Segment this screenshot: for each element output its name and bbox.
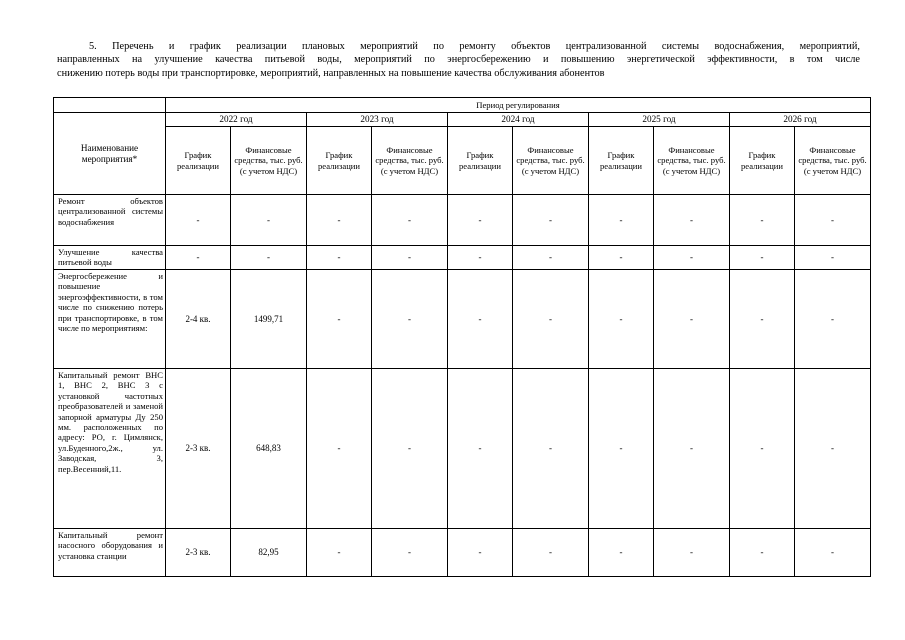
year-header: 2023 год (307, 113, 448, 127)
table-cell: - (654, 369, 730, 529)
table-cell: - (307, 369, 372, 529)
finance-column-header: Финансовые средства, тыс. руб. (с учетом НДС) (372, 127, 448, 195)
table-cell: - (448, 369, 513, 529)
table-cell: - (795, 529, 871, 577)
header-row-years (54, 113, 871, 127)
table-cell: - (730, 195, 795, 246)
table-cell: - (166, 246, 231, 270)
table-cell: - (231, 246, 307, 270)
header-row-period (54, 98, 871, 113)
table-cell: - (589, 369, 654, 529)
measure-name: Улучшение качества питьевой воды (54, 246, 166, 270)
table-cell: - (730, 270, 795, 369)
finance-column-header: Финансовые средства, тыс. руб. (с учетом НДС) (654, 127, 730, 195)
table-cell: - (307, 246, 372, 270)
table-cell: - (513, 270, 589, 369)
schedule-column-header: График реализации (166, 127, 231, 195)
measure-name: Ремонт объектов централизованной системы водоснабжения (54, 195, 166, 246)
section-heading (57, 40, 860, 80)
table-cell: - (231, 195, 307, 246)
table-row (54, 369, 871, 529)
measure-name: Энергосбережение и повышение энергоэффективности, в том числе по снижению потерь при транспортировке, в том числе по мероприятиям: (54, 270, 166, 369)
finance-column-header: Финансовые средства, тыс. руб. (с учетом НДС) (795, 127, 871, 195)
table-row (54, 270, 871, 369)
finance-cell: 1499,71 (231, 270, 307, 369)
table-row (54, 529, 871, 577)
heading-line: снижению потерь воды при транспортировке, мероприятий, направленных на повышение качества обслуживания абонентов (57, 67, 605, 79)
table-cell: - (795, 246, 871, 270)
table-cell: - (448, 529, 513, 577)
schedule-column-header: График реализации (589, 127, 654, 195)
table-cell: - (307, 529, 372, 577)
year-header: 2024 год (448, 113, 589, 127)
measure-name: Капитальный ремонт ВНС 1, ВНС 2, ВНС 3 с установкой частотных преобразователей и заменой запорной арматуры Ду 250 мм. расположенных по адресу: РО, г. Цимлянск, ул.Буденного,2ж., ул. Заводская, 3, пер.Весенний,11. (54, 369, 166, 529)
table-cell: - (513, 529, 589, 577)
table-cell: - (372, 270, 448, 369)
year-header: 2026 год (730, 113, 871, 127)
table-cell: - (513, 369, 589, 529)
name-column-header: Наименование мероприятия* (54, 113, 166, 195)
table-cell: - (307, 195, 372, 246)
heading-line: направленных на улучшение качества питьевой воды, мероприятий по энергосбережению и повышению энергетической эффективности, в том числе (57, 54, 860, 66)
finance-cell: 82,95 (231, 529, 307, 577)
table-cell: - (795, 195, 871, 246)
table-cell: - (730, 369, 795, 529)
table-row (54, 195, 871, 246)
schedule-cell: 2-3 кв. (166, 529, 231, 577)
table-cell: - (372, 195, 448, 246)
table-cell: - (654, 195, 730, 246)
finance-column-header: Финансовые средства, тыс. руб. (с учетом НДС) (513, 127, 589, 195)
table-cell: - (589, 529, 654, 577)
table-cell: - (589, 195, 654, 246)
table-cell: - (795, 369, 871, 529)
heading-line: 5. Перечень и график реализации плановых мероприятий по ремонту объектов централизованной системы водоснабжения, мероприятий, (89, 41, 860, 52)
table-cell: - (589, 270, 654, 369)
period-header: Период регулирования (166, 98, 871, 113)
table-cell: - (448, 195, 513, 246)
table-cell: - (730, 246, 795, 270)
table-cell: - (795, 270, 871, 369)
schedule-column-header: График реализации (307, 127, 372, 195)
table-cell: - (166, 195, 231, 246)
schedule-cell: 2-3 кв. (166, 369, 231, 529)
schedule-column-header: График реализации (448, 127, 513, 195)
table-cell: - (730, 529, 795, 577)
table-row (54, 246, 871, 270)
table-cell: - (513, 195, 589, 246)
table-cell: - (654, 246, 730, 270)
table-cell: - (654, 529, 730, 577)
measure-name: Капитальный ремонт насосного оборудования и установка станции (54, 529, 166, 577)
table-cell: - (513, 246, 589, 270)
finance-column-header: Финансовые средства, тыс. руб. (с учетом НДС) (231, 127, 307, 195)
table-cell: - (589, 246, 654, 270)
header-row-subcolumns (54, 127, 871, 195)
year-header: 2025 год (589, 113, 730, 127)
table-cell: - (372, 369, 448, 529)
header-corner-cell (54, 98, 166, 113)
year-header: 2022 год (166, 113, 307, 127)
finance-cell: 648,83 (231, 369, 307, 529)
schedule-column-header: График реализации (730, 127, 795, 195)
table-cell: - (654, 270, 730, 369)
table-cell: - (448, 270, 513, 369)
table-cell: - (372, 529, 448, 577)
plan-table (53, 97, 871, 577)
table-cell: - (448, 246, 513, 270)
table-cell: - (372, 246, 448, 270)
schedule-cell: 2-4 кв. (166, 270, 231, 369)
table-cell: - (307, 270, 372, 369)
